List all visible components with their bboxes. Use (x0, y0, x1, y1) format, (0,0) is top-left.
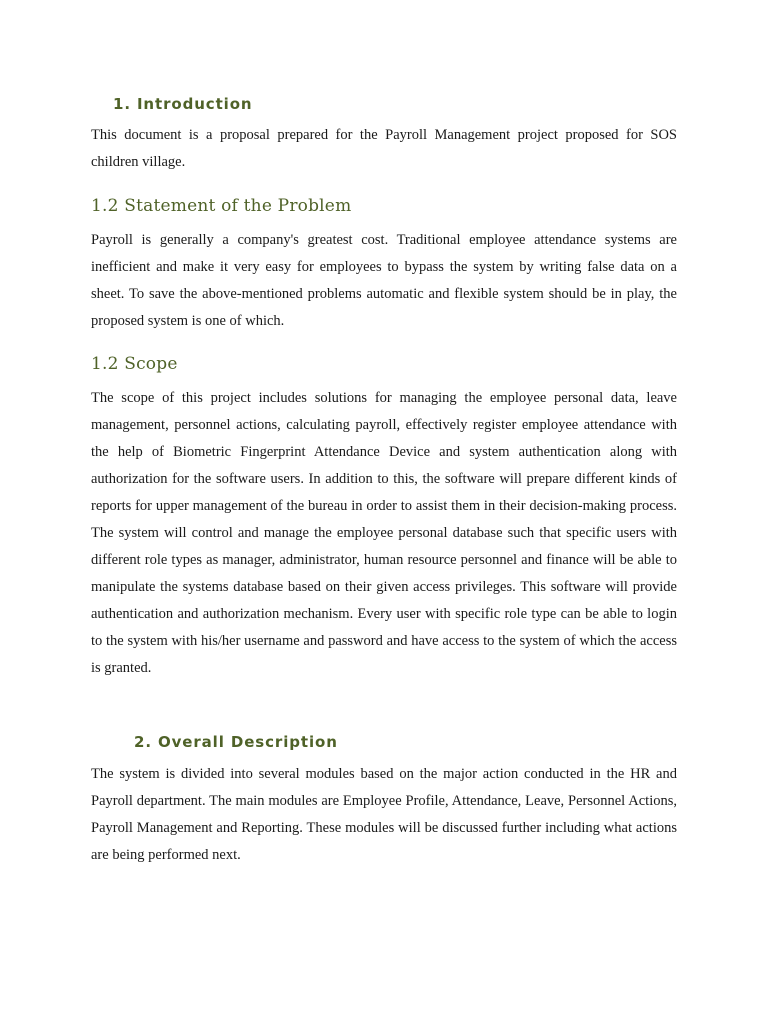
heading-number: 1. (113, 95, 131, 113)
heading-scope: 1.2 Scope (91, 354, 178, 374)
heading-statement-of-problem: 1.2 Statement of the Problem (91, 196, 352, 216)
heading-introduction (113, 95, 252, 113)
heading-overall-description (134, 733, 338, 751)
paragraph-overall-description: The system is divided into several modules based on the major action conducted in the HR and Payroll department. The main modules are Employee Profile, Attendance, Leave, Personnel Actions, Payroll Management and Reporting. These modules will be discussed further including what actions are being performed next. (91, 766, 677, 863)
paragraph-statement-of-problem: Payroll is generally a company's greatest cost. Traditional employee attendance systems are inefficient and make it very easy for employees to bypass the system by writing false data on a sheet. To save the above-mentioned problems automatic and flexible system should be in play, the proposed system is one of which. (91, 232, 677, 329)
heading-text: Overall Description (157, 733, 338, 751)
heading-number: 2. (134, 733, 152, 751)
paragraph-scope: The scope of this project includes solutions for managing the employee personal data, leave management, personnel actions, calculating payroll, effectively register employee attendance with the help of Biometric Fingerprint Attendance Device and system authentication along with authorization for the software users. In addition to this, the software will prepare different kinds of reports for upper management of the bureau in order to assist them in their decision-making process. The system will control and manage the employee personal database such that specific users with different role types as manager, administrator, human resource personnel and finance will be able to manipulate the systems database based on their given access privileges. This software will provide authentication and authorization mechanism. Every user with specific role type can be able to login to the system with his/her username and password and have access to the system of which the access is granted. (91, 390, 677, 676)
heading-text: Introduction (136, 95, 253, 113)
paragraph-introduction: This document is a proposal prepared for the Payroll Management project proposed for SOS children village. (91, 127, 677, 170)
